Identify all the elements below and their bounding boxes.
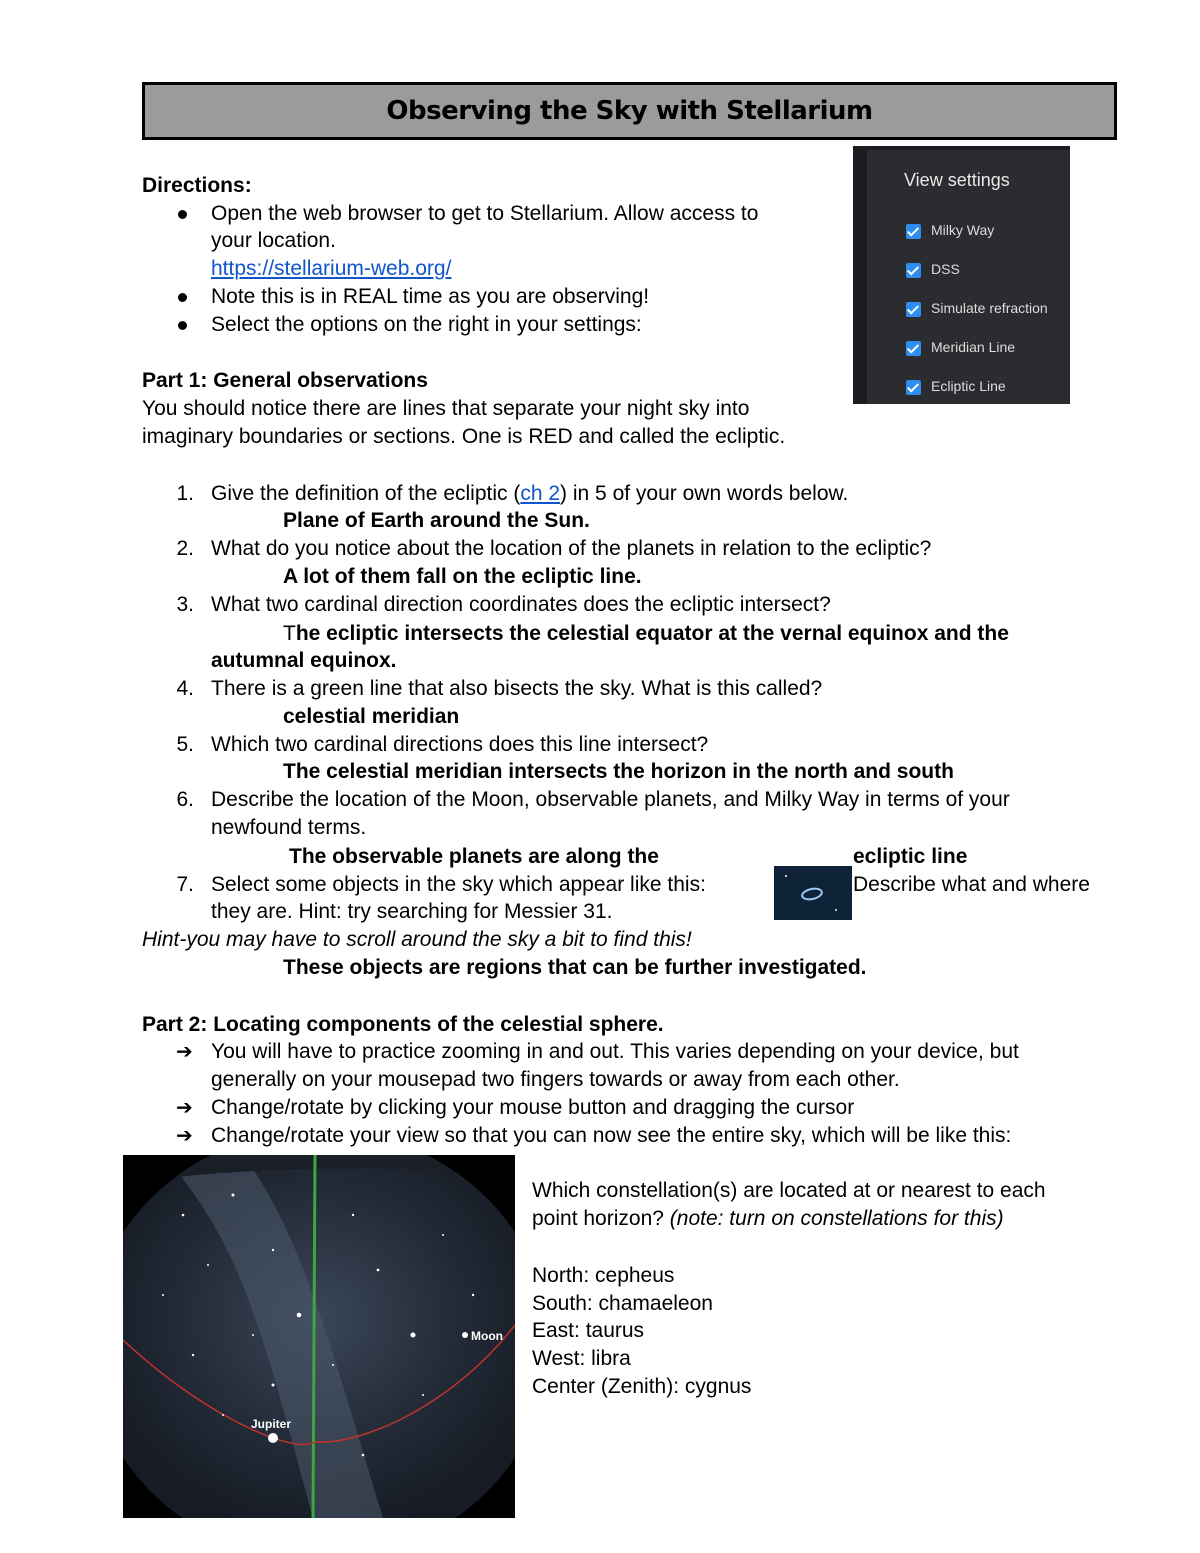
answer-north: North: cepheus bbox=[532, 1264, 675, 1287]
bullet-icon bbox=[178, 210, 187, 219]
checkbox-checked-icon[interactable] bbox=[906, 380, 921, 395]
answer-6: The observable planets are along the bbox=[289, 845, 659, 868]
part2-bullet-1-cont: generally on your mousepad two fingers towards or away from each other. bbox=[211, 1068, 900, 1091]
answer-center: Center (Zenith): cygnus bbox=[532, 1375, 752, 1398]
question-number: 4. bbox=[176, 677, 194, 700]
option-dss[interactable]: DSS bbox=[906, 261, 960, 278]
part1-heading: Part 1: General observations bbox=[142, 369, 428, 392]
question-3: What two cardinal direction coordinates does the ecliptic intersect? bbox=[211, 593, 831, 616]
question-6-cont: newfound terms. bbox=[211, 816, 367, 839]
arrow-right-icon: ➔ bbox=[176, 1125, 193, 1147]
question-2: What do you notice about the location of the planets in relation to the ecliptic? bbox=[211, 537, 932, 560]
answer-3: The ecliptic intersects the celestial equator at the vernal equinox and the bbox=[283, 622, 1009, 645]
arrow-right-icon: ➔ bbox=[176, 1097, 193, 1119]
scroll-hint: Hint-you may have to scroll around the sky a bit to find this! bbox=[142, 928, 692, 951]
question-number: 3. bbox=[176, 593, 194, 616]
option-meridian-line[interactable]: Meridian Line bbox=[906, 339, 1015, 356]
directions-bullet-2: Note this is in REAL time as you are observing! bbox=[211, 285, 650, 308]
directions-bullet-1-cont: your location. bbox=[211, 229, 336, 252]
part2-heading: Part 2: Locating components of the celestial sphere. bbox=[142, 1013, 664, 1036]
answer-5: The celestial meridian intersects the horizon in the north and south bbox=[283, 760, 954, 783]
question-number: 1. bbox=[176, 482, 194, 505]
question-number: 7. bbox=[176, 873, 194, 896]
part2-bullet-3: Change/rotate your view so that you can now see the entire sky, which will be like this: bbox=[211, 1124, 1012, 1147]
directions-heading: Directions: bbox=[142, 174, 252, 197]
ch2-link[interactable]: ch 2 bbox=[520, 482, 561, 505]
stellarium-link[interactable]: https://stellarium-web.org/ bbox=[211, 257, 452, 280]
answer-1: Plane of Earth around the Sun. bbox=[283, 509, 590, 532]
option-simulate-refraction[interactable]: Simulate refraction bbox=[906, 300, 1048, 317]
checkbox-checked-icon[interactable] bbox=[906, 224, 921, 239]
checkbox-checked-icon[interactable] bbox=[906, 341, 921, 356]
answer-2: A lot of them fall on the ecliptic line. bbox=[283, 565, 642, 588]
jupiter-label: Jupiter bbox=[251, 1417, 292, 1431]
view-settings-title: View settings bbox=[904, 170, 1010, 190]
question-7-cont: Describe what and where bbox=[853, 873, 1090, 896]
option-ecliptic-line[interactable]: Ecliptic Line bbox=[906, 378, 1006, 395]
part1-intro: You should notice there are lines that separate your night sky into bbox=[142, 397, 750, 420]
view-settings-inner bbox=[867, 150, 1070, 404]
part2-bullet-2: Change/rotate by clicking your mouse button and dragging the cursor bbox=[211, 1096, 855, 1119]
question-5: Which two cardinal directions does this line intersect? bbox=[211, 733, 709, 756]
part1-intro-cont: imaginary boundaries or sections. One is RED and called the ecliptic. bbox=[142, 425, 786, 448]
answer-4: celestial meridian bbox=[283, 705, 460, 728]
question-number: 2. bbox=[176, 537, 194, 560]
answer-7: These objects are regions that can be further investigated. bbox=[283, 956, 867, 979]
view-settings-panel bbox=[853, 146, 1070, 404]
question-number: 6. bbox=[176, 788, 194, 811]
directions-bullet-1: Open the web browser to get to Stellarium. Allow access to bbox=[211, 202, 759, 225]
checkbox-checked-icon[interactable] bbox=[906, 302, 921, 317]
sky-dome-illustration bbox=[123, 1155, 515, 1518]
question-7: Select some objects in the sky which appear like this: bbox=[211, 873, 706, 896]
question-1: Give the definition of the ecliptic (ch 2) in 5 of your own words below. bbox=[211, 482, 849, 505]
answer-south: South: chamaeleon bbox=[532, 1292, 713, 1315]
constellation-question-cont: point horizon? (note: turn on constellations for this) bbox=[532, 1207, 1004, 1230]
constellation-question: Which constellation(s) are located at or nearest to each bbox=[532, 1179, 1046, 1202]
answer-east: East: taurus bbox=[532, 1319, 645, 1342]
arrow-right-icon: ➔ bbox=[176, 1041, 193, 1063]
answer-6-cont: ecliptic line bbox=[853, 845, 968, 868]
question-7-hint: they are. Hint: try searching for Messier 31. bbox=[211, 900, 613, 923]
option-milky-way[interactable]: Milky Way bbox=[906, 222, 994, 239]
question-number: 5. bbox=[176, 733, 194, 756]
answer-west: West: libra bbox=[532, 1347, 631, 1370]
question-4: There is a green line that also bisects the sky. What is this called? bbox=[211, 677, 823, 700]
question-6: Describe the location of the Moon, observable planets, and Milky Way in terms of your bbox=[211, 788, 1010, 811]
bullet-icon bbox=[178, 293, 187, 302]
bullet-icon bbox=[178, 321, 187, 330]
galaxy-thumbnail bbox=[774, 866, 852, 920]
directions-bullet-3: Select the options on the right in your settings: bbox=[211, 313, 642, 336]
checkbox-checked-icon[interactable] bbox=[906, 263, 921, 278]
page-title: Observing the Sky with Stellarium bbox=[386, 96, 873, 126]
answer-3-cont: autumnal equinox. bbox=[211, 649, 397, 672]
galaxy-ellipse-icon bbox=[774, 866, 852, 920]
title-box bbox=[142, 82, 1117, 140]
moon-label: Moon bbox=[471, 1329, 503, 1343]
part2-bullet-1: You will have to practice zooming in and out. This varies depending on your device, but bbox=[211, 1040, 1019, 1063]
sky-view-image bbox=[123, 1155, 515, 1518]
